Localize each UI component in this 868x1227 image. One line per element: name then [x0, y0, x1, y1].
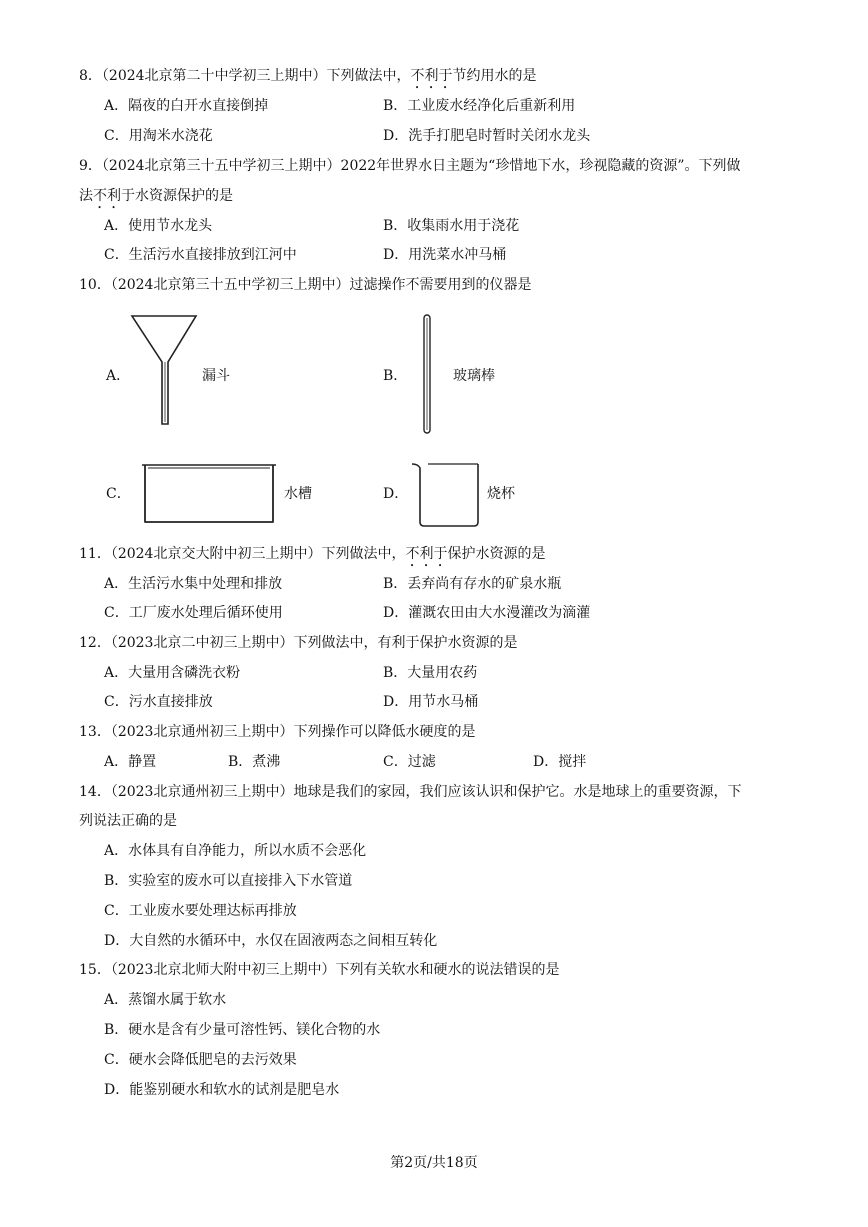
- question-15-stem: 15．（2023北京北师大附中初三上期中）下列有关软水和硬水的说法错误的是: [79, 962, 560, 978]
- question-13-option-a: A．静置: [104, 754, 157, 770]
- question-13-option-b: B．煮沸: [228, 754, 281, 770]
- question-12-option-a: A．大量用含磷洗衣粉: [104, 665, 241, 681]
- question-10-option-b-label: 玻璃棒: [453, 368, 495, 384]
- question-11-option-b: B．丢弃尚有存水的矿泉水瓶: [383, 576, 562, 592]
- question-11-option-a: A．生活污水集中处理和排放: [104, 576, 283, 592]
- question-14-option-c: C．工业废水要处理达标再排放: [104, 903, 297, 919]
- question-14-option-b: B．实验室的废水可以直接排入下水管道: [104, 873, 353, 889]
- question-14-stem-line2: 列说法正确的是: [79, 813, 177, 829]
- question-8-stem: [79, 66, 537, 92]
- question-8-emphasis: 不利于: [410, 68, 453, 84]
- water-trough-icon: [140, 462, 280, 526]
- question-12-stem: 12．（2023北京二中初三上期中）下列做法中，有利于保护水资源的是: [79, 635, 518, 651]
- question-10-option-b-letter: B．: [383, 368, 408, 384]
- question-15-option-a: A．蒸馏水属于软水: [104, 992, 227, 1008]
- question-11-emphasis: 不利于: [405, 546, 448, 562]
- page-footer: 第2页/共18页: [390, 1155, 478, 1171]
- question-15-option-d: D．能鉴别硬水和软水的试剂是肥皂水: [104, 1082, 340, 1098]
- question-11-option-d: D．灌溉农田由大水漫灌改为滴灌: [383, 605, 591, 621]
- question-11-prefix: 11．（2024北京交大附中初三上期中）下列做法中，: [79, 546, 406, 562]
- question-10-option-c-label: 水槽: [284, 486, 312, 502]
- question-8-option-b: B．工业废水经净化后重新利用: [383, 98, 576, 114]
- question-9-stem-line1: 9．（2024北京第三十五中学初三上期中）2022年世界水日主题为“珍惜地下水，珍视隐藏的资源”。下列做: [79, 158, 741, 174]
- question-10-stem: 10．（2024北京第三十五中学初三上期中）过滤操作不需要用到的仪器是: [79, 277, 532, 293]
- question-10-option-a-label: 漏斗: [202, 368, 230, 384]
- question-11-stem: [79, 544, 545, 570]
- glass-rod-icon: [422, 314, 434, 436]
- question-9-stem-line2: [79, 186, 233, 212]
- question-13-stem: 13．（2023北京通州初三上期中）下列操作可以降低水硬度的是: [79, 724, 476, 740]
- question-10-option-a-letter: A．: [106, 368, 131, 384]
- question-12-option-b: B．大量用农药: [383, 665, 478, 681]
- question-9-option-d: D．用洗菜水冲马桶: [383, 247, 507, 263]
- question-8-suffix: 节约用水的是: [452, 68, 537, 84]
- question-8-option-a: A．隔夜的白开水直接倒掉: [104, 98, 269, 114]
- question-10-option-d-label: 烧杯: [487, 486, 515, 502]
- question-13-option-d: D．搅拌: [533, 754, 587, 770]
- question-15-option-c: C．硬水会降低肥皂的去污效果: [104, 1052, 297, 1068]
- question-11-suffix: 保护水资源的是: [447, 546, 546, 562]
- question-9-line2-post: 于水资源保护的是: [121, 188, 233, 204]
- question-9-option-a: A．使用节水龙头: [104, 218, 213, 234]
- question-14-option-a: A．水体具有自净能力，所以水质不会恶化: [104, 843, 367, 859]
- question-12-option-d: D．用节水马桶: [383, 694, 479, 710]
- question-15-option-b: B．硬水是含有少量可溶性钙、镁化合物的水: [104, 1022, 381, 1038]
- question-12-option-c: C．污水直接排放: [104, 694, 213, 710]
- question-8-option-c: C．用淘米水浇花: [104, 128, 213, 144]
- question-13-option-c: C．过滤: [383, 754, 436, 770]
- question-10-option-c-letter: C．: [106, 486, 131, 502]
- question-9-line2-pre: 法: [79, 188, 93, 204]
- question-9-option-b: B．收集雨水用于浇花: [383, 218, 520, 234]
- question-14-stem-line1: 14．（2023北京通州初三上期中）地球是我们的家园，我们应该认识和保护它。水是地球上的重要资源，下: [79, 784, 742, 800]
- question-9-emphasis: 不利: [93, 188, 121, 204]
- funnel-icon: [130, 314, 200, 429]
- question-10-option-d-letter: D．: [383, 486, 409, 502]
- question-9-option-c: C．生活污水直接排放到江河中: [104, 247, 297, 263]
- question-8-option-d: D．洗手打肥皂时暂时关闭水龙头: [383, 128, 591, 144]
- beaker-icon: [408, 460, 484, 530]
- question-11-option-c: C．工厂废水处理后循环使用: [104, 605, 283, 621]
- question-14-option-d: D．大自然的水循环中，水仅在固液两态之间相互转化: [104, 933, 438, 949]
- question-8-prefix: 8．（2024北京第二十中学初三上期中）下列做法中，: [79, 68, 411, 84]
